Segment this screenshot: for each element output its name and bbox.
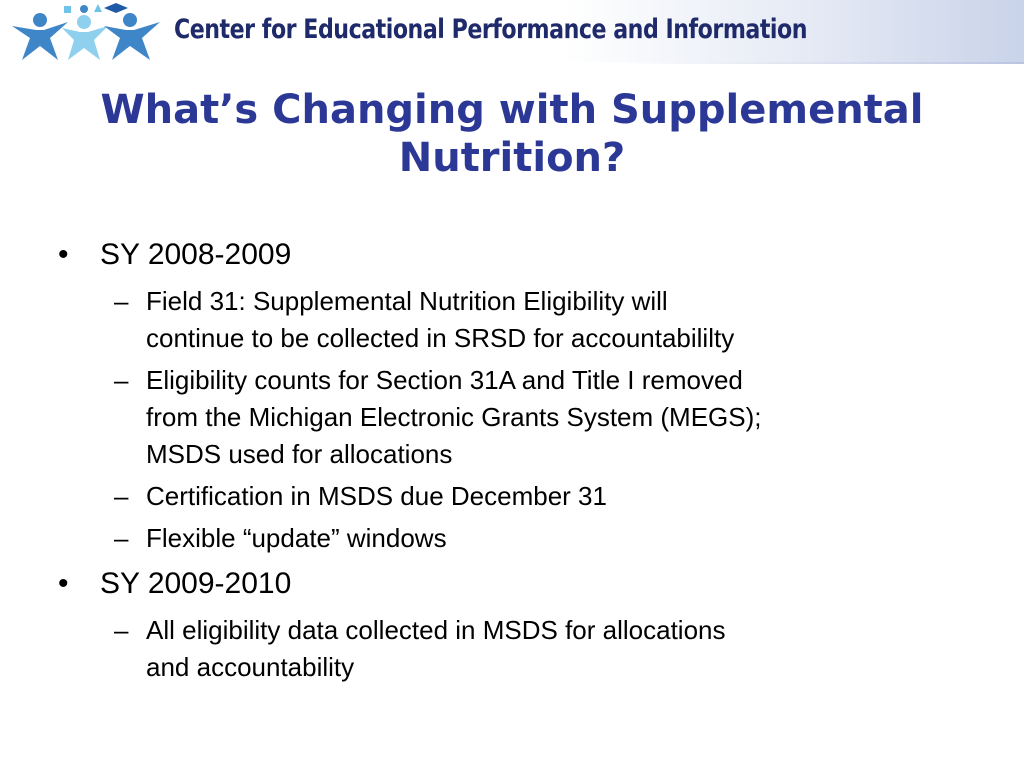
- star-figure-right: [104, 13, 160, 60]
- header-banner: [0, 0, 1024, 64]
- mortarboard-icon: [104, 3, 128, 13]
- bullet-icon: •: [58, 567, 69, 600]
- apple-icon: [80, 5, 88, 13]
- bullet-sy-2008-2009: [58, 236, 978, 274]
- book-icon: [64, 6, 71, 13]
- star-figure-left: [12, 13, 68, 60]
- sub-item: [58, 362, 936, 473]
- bullet-list: [58, 236, 978, 694]
- sub-item-line: and accountability: [146, 652, 355, 682]
- title-line-2: Nutrition?: [398, 135, 626, 181]
- sub-item-line: Certification in MSDS due December 31: [146, 481, 607, 511]
- sub-item: [58, 520, 936, 557]
- bullet-sy-2009-2010: [58, 565, 978, 603]
- bullet-heading: SY 2008-2009: [100, 238, 292, 271]
- bullet-icon: •: [58, 238, 69, 271]
- title-line-1: What’s Changing with Supplemental: [100, 87, 924, 133]
- graduation-icon: [94, 4, 102, 12]
- sub-item: [58, 478, 936, 515]
- sub-item-line: continue to be collected in SRSD for accountabililty: [146, 323, 735, 353]
- sub-item-line: MSDS used for allocations: [146, 439, 453, 469]
- sub-item-line: All eligibility data collected in MSDS for allocations: [146, 615, 726, 645]
- dash-icon: –: [114, 481, 129, 511]
- slide-title: [40, 86, 984, 182]
- star-figure-middle: [62, 15, 108, 60]
- sub-item-line: Field 31: Supplemental Nutrition Eligibility will: [146, 286, 668, 316]
- header-divider: [0, 62, 1024, 64]
- dash-icon: –: [114, 286, 129, 316]
- dash-icon: –: [114, 523, 129, 553]
- cepi-logo-icon: [6, 0, 166, 64]
- sub-list: [58, 283, 978, 557]
- sub-item: [58, 283, 936, 357]
- sub-list: [58, 612, 978, 686]
- sub-item-line: Eligibility counts for Section 31A and Title I removed: [146, 365, 743, 395]
- sub-item: [58, 612, 936, 686]
- sub-item-line: from the Michigan Electronic Grants System (MEGS);: [146, 402, 762, 432]
- dash-icon: –: [114, 365, 129, 395]
- bullet-heading: SY 2009-2010: [100, 567, 292, 600]
- organization-name: Center for Educational Performance and Information: [174, 14, 808, 45]
- dash-icon: –: [114, 615, 129, 645]
- sub-item-line: Flexible “update” windows: [146, 523, 447, 553]
